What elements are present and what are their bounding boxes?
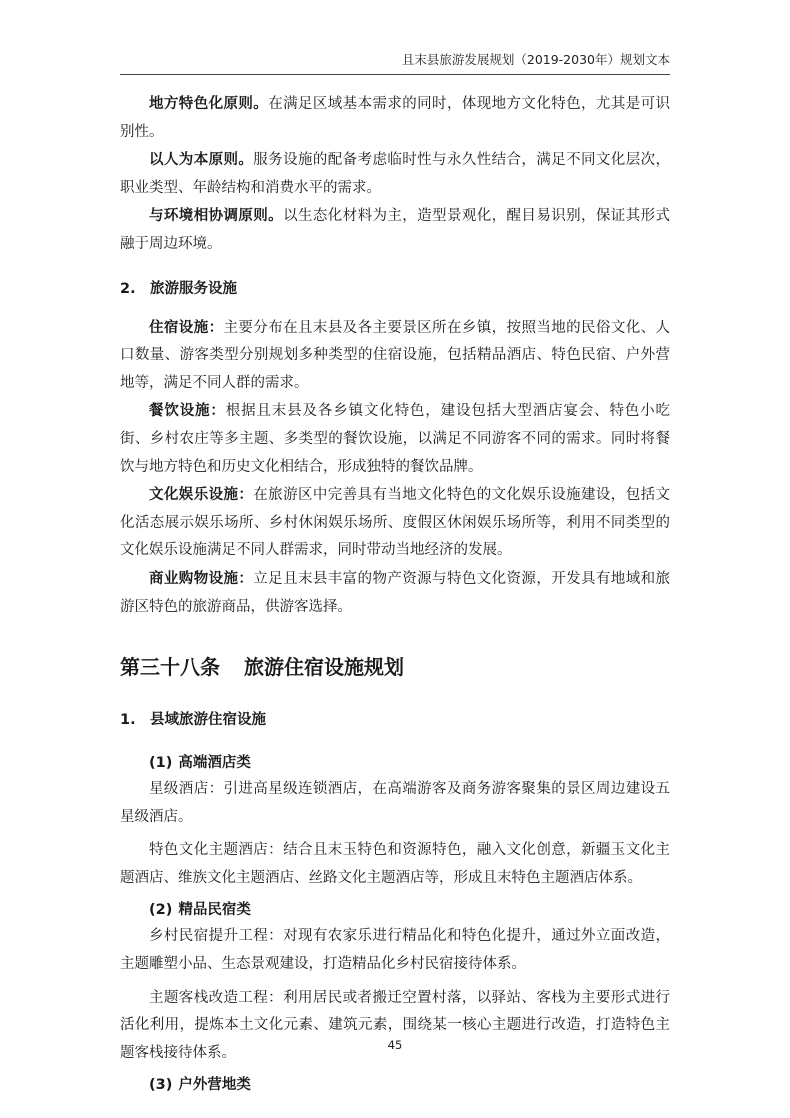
facility-text: 立足且末县丰富的物产资源与特色文化资源，开发具有地域和旅游区特色的旅游商品，供游客选择。 <box>120 570 670 615</box>
section-heading-tourism-services <box>120 277 670 298</box>
paragraph-theme-inn: 主题客栈改造工程：利用居民或者搬迁空置村落，以驿站、客栈为主要形式进行活化利用，提炼本土文化元素、建筑元素，围绕某一核心主题进行改造，打造特色主题客栈接待体系。 <box>120 989 670 1061</box>
page-body <box>120 86 670 1094</box>
principle-local-character <box>120 90 670 146</box>
facility-term: 餐饮设施： <box>149 402 226 420</box>
facility-accommodation <box>120 314 670 398</box>
category-number: (2) <box>149 902 173 919</box>
category-heading-high-end-hotels <box>120 751 670 772</box>
category-heading-outdoor-camps <box>120 1073 670 1094</box>
principle-people-oriented <box>120 146 670 202</box>
facility-text: 在旅游区中完善具有当地文化特色的文化娱乐设施建设，包括文化活态展示娱乐场所、乡村休闲娱乐场所、度假区休闲娱乐场所等，利用不同类型的文化娱乐设施满足不同人群需求，同时带动当地经济的发展。 <box>120 487 670 559</box>
principle-term: 地方特色化原则。 <box>149 95 269 112</box>
category-number: (1) <box>149 755 173 772</box>
principle-text: 在满足区域基本需求的同时，体现地方文化特色，尤其是可识别性。 <box>120 96 671 140</box>
principle-text: 服务设施的配备考虑临时性与永久性结合，满足不同文化层次，职业类型、年龄结构和消费水平的需求。 <box>120 152 670 196</box>
facility-shopping <box>120 565 670 621</box>
principle-environment <box>120 202 670 258</box>
principle-text: 以生态化材料为主，造型景观化，醒目易识别，保证其形式融于周边环境。 <box>120 208 671 252</box>
category-title: 精品民宿类 <box>178 902 251 919</box>
page-number: 45 <box>387 1038 403 1052</box>
article-number: 第三十八条 <box>120 655 220 680</box>
principle-term: 以人为本原则。 <box>149 151 254 169</box>
facility-term: 住宿设施： <box>149 318 224 336</box>
category-title: 高端酒店类 <box>178 755 251 772</box>
section-number: 2. <box>120 280 136 297</box>
category-heading-boutique-homestays <box>120 898 670 919</box>
principle-term: 与环境相协调原则。 <box>149 207 284 225</box>
article-heading <box>120 651 670 680</box>
paragraph-rural-homestay: 乡村民宿提升工程：对现有农家乐进行精品化和特色化提升，通过外立面改造，主题雕塑小品、生态景观建设，打造精品化乡村民宿接待体系。 <box>120 928 670 973</box>
facility-dining <box>120 397 670 481</box>
section-title: 旅游服务设施 <box>150 280 237 297</box>
header-rule <box>120 74 670 75</box>
category-title: 户外营地类 <box>178 1077 251 1094</box>
facility-entertainment <box>120 481 670 565</box>
subsection-number: 1. <box>120 712 136 729</box>
category-number: (3) <box>149 1077 173 1094</box>
facility-term: 商业购物设施： <box>149 569 254 587</box>
subsection-heading-county-lodging <box>120 708 670 729</box>
paragraph-star-hotels: 星级酒店：引进高星级连锁酒店，在高端游客及商务游客聚集的景区周边建设五星级酒店。 <box>120 781 670 825</box>
subsection-title: 县域旅游住宿设施 <box>150 712 266 729</box>
facility-text: 主要分布在且末县及各主要景区所在乡镇，按照当地的民俗文化、人口数量、游客类型分别规划多种类型的住宿设施，包括精品酒店、特色民宿、户外营地等，满足不同人群的需求。 <box>120 319 671 391</box>
running-header: 且末县旅游发展规划（2019-2030年）规划文本 <box>401 52 670 67</box>
facility-term: 文化娱乐设施： <box>149 486 254 504</box>
facility-text: 根据且末县及各乡镇文化特色，建设包括大型酒店宴会、特色小吃街、乡村农庄等多主题、多类型的餐饮设施，以满足不同游客不同的需求。同时将餐饮与地方特色和历史文化相结合，形成独特的餐饮品牌。 <box>120 403 671 475</box>
paragraph-theme-hotels: 特色文化主题酒店：结合且末玉特色和资源特色，融入文化创意，新疆玉文化主题酒店、维族文化主题酒店、丝路文化主题酒店等，形成且末特色主题酒店体系。 <box>120 842 670 886</box>
article-title: 旅游住宿设施规划 <box>244 655 404 680</box>
